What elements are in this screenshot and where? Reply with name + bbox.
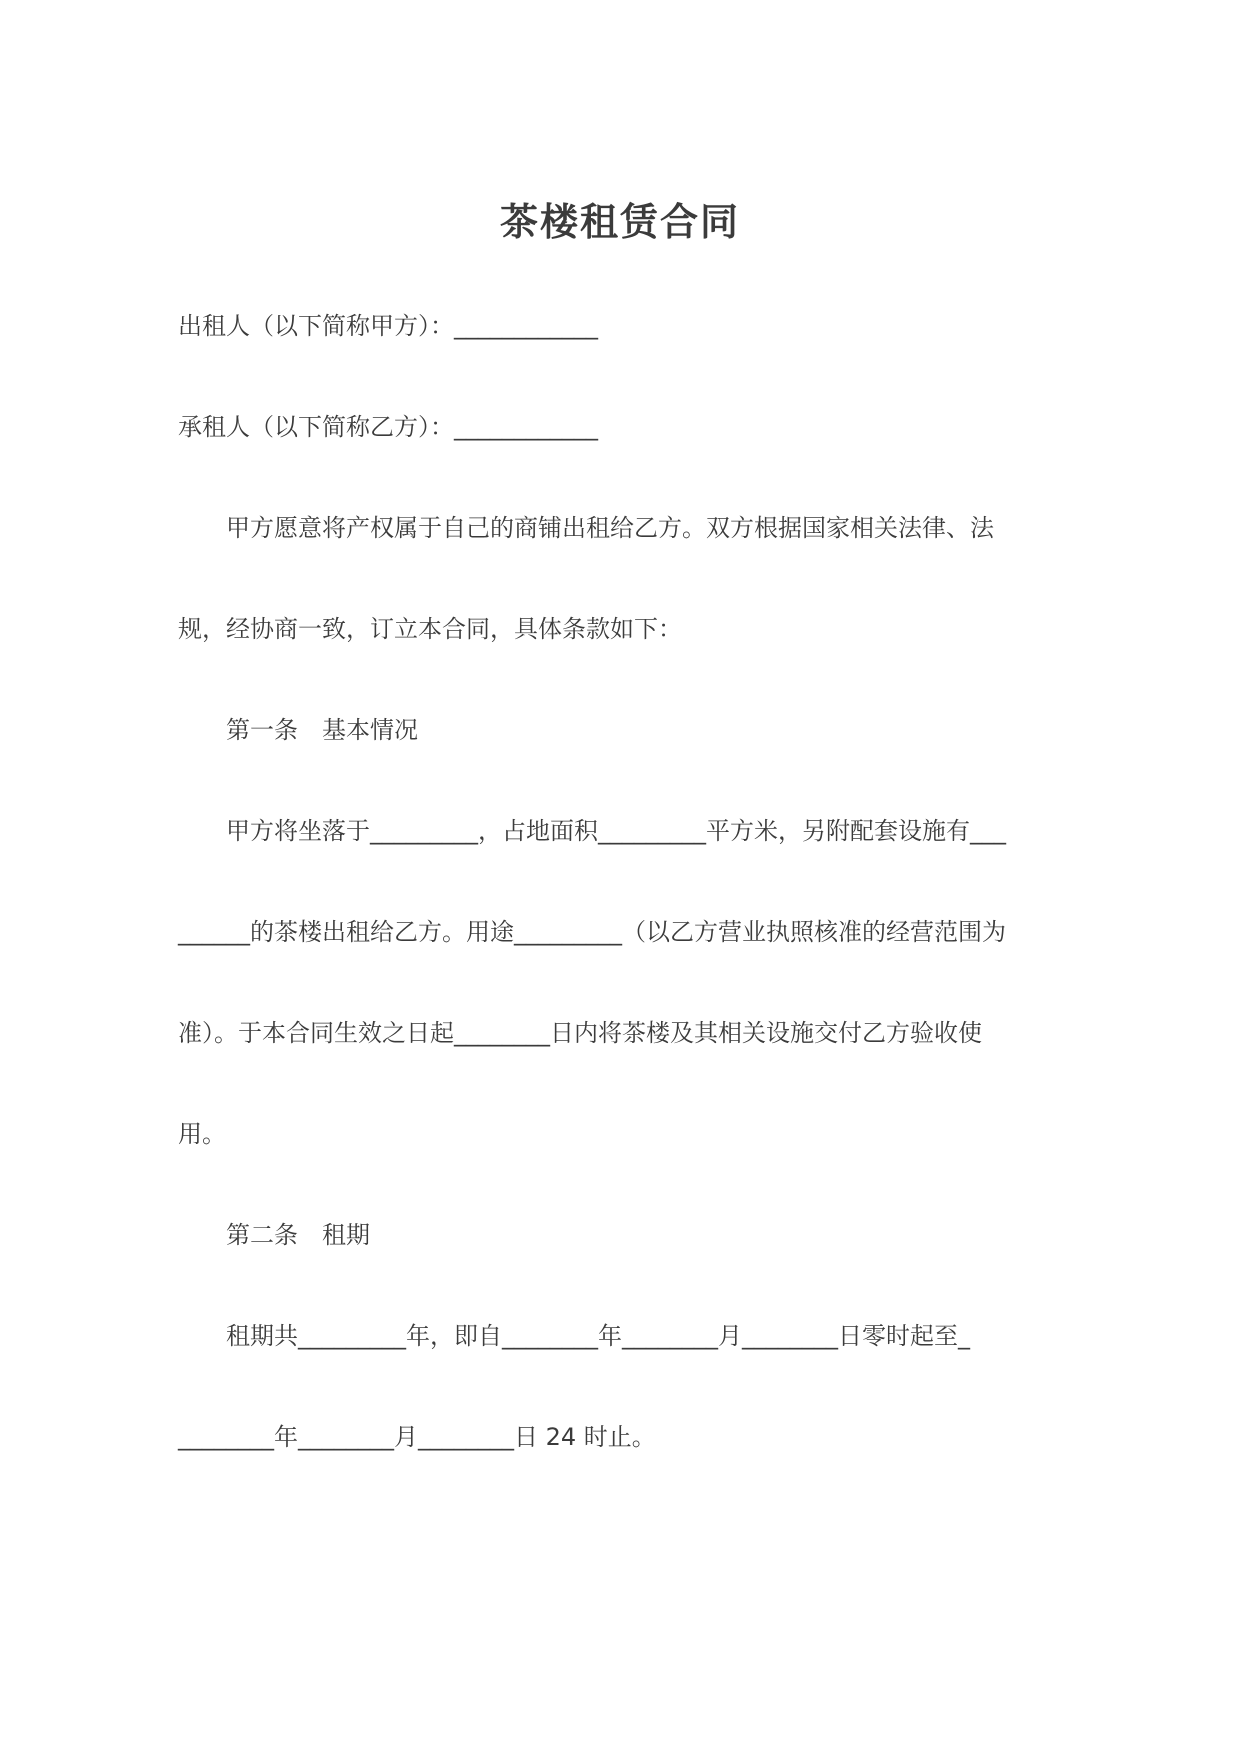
- contract-title: 茶楼租赁合同: [499, 200, 740, 244]
- preamble-line-1: 甲方愿意将产权属于自己的商铺出租给乙方。双方根据国家相关法律、法: [226, 514, 994, 542]
- article-1-line-2: ______的茶楼出租给乙方。用途_________（以乙方营业执照核准的经营范围为: [178, 918, 1006, 946]
- article-1-line-1: 甲方将坐落于_________，占地面积_________平方米，另附配套设施有___: [226, 817, 1006, 845]
- article-2-line-1: 租期共_________年，即自________年________月________日零时起至_: [226, 1322, 970, 1350]
- article-1-heading: 第一条 基本情况: [226, 716, 418, 744]
- article-2-line-2: ________年________月________日 24 时止。: [178, 1423, 656, 1451]
- article-1-line-3: 准）。于本合同生效之日起________日内将茶楼及其相关设施交付乙方验收使: [178, 1019, 982, 1047]
- preamble-line-2: 规，经协商一致，订立本合同，具体条款如下：: [178, 615, 682, 643]
- contract-body: [0, 276, 1240, 1488]
- article-1-line-4: 用。: [178, 1120, 226, 1148]
- lessor-blank-line: 出租人（以下简称甲方）：____________: [178, 312, 598, 340]
- article-2-heading: 第二条 租期: [226, 1221, 370, 1249]
- lessee-blank-line: 承租人（以下简称乙方）：____________: [178, 413, 598, 441]
